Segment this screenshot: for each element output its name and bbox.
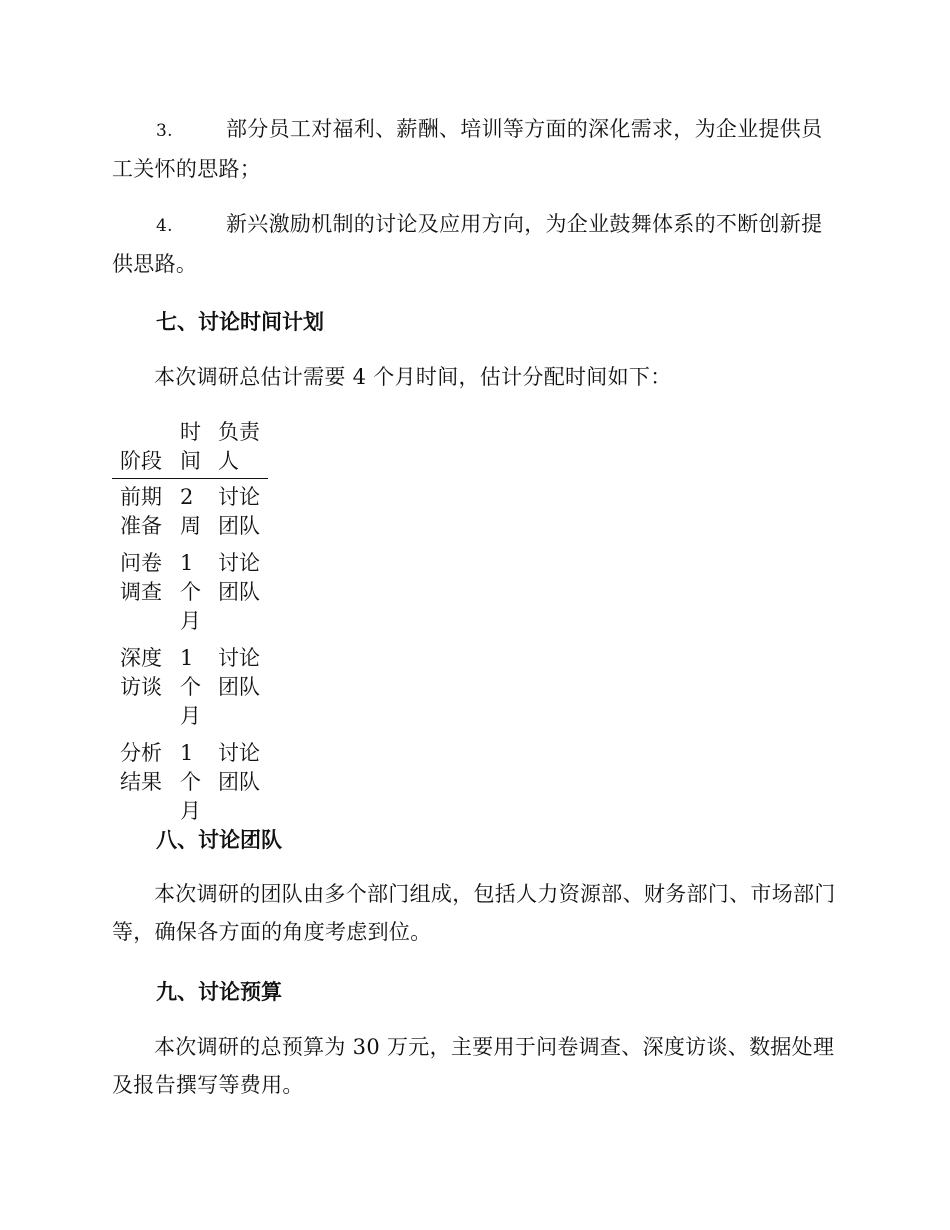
table-cell-owner: 讨论团队 — [218, 646, 260, 699]
table-cell-time: 1 个月 — [180, 741, 201, 823]
table-cell-owner: 讨论团队 — [218, 485, 260, 538]
table-row — [112, 545, 268, 640]
list-item — [112, 205, 840, 283]
column-header-phase: 阶段 — [112, 418, 172, 479]
list-item-text: 新兴激励机制的讨论及应用方向，为企业鼓舞体系的不断创新提供思路。 — [112, 212, 823, 276]
team-paragraph: 本次调研的团队由多个部门组成，包括人力资源部、财务部门、市场部门等，确保各方面的角度考虑到位。 — [112, 882, 836, 944]
table-cell-owner: 讨论团队 — [218, 741, 260, 794]
table-cell-phase: 深度访谈 — [120, 646, 162, 699]
budget-paragraph: 本次调研的总预算为 30 万元，主要用于问卷调查、深度访谈、数据处理及报告撰写等费用。 — [112, 1035, 835, 1097]
table-row — [112, 479, 268, 546]
column-header-owner: 负责人 — [210, 418, 268, 479]
table-row — [112, 735, 268, 830]
list-item-text: 部分员工对福利、薪酬、培训等方面的深化需求，为企业提供员工关怀的思路； — [112, 117, 823, 181]
column-header-time: 时间 — [172, 418, 210, 479]
table-cell-time: 2 周 — [180, 485, 201, 538]
table-cell-phase: 分析结果 — [120, 741, 162, 794]
table-cell-time: 1 个月 — [180, 551, 201, 633]
schedule-intro-paragraph: 本次调研总估计需要 4 个月时间，估计分配时间如下： — [154, 365, 672, 389]
list-item-number: 4. — [156, 216, 173, 236]
table-cell-phase: 前期准备 — [120, 485, 162, 538]
section-heading-budget: 九、讨论预算 — [156, 979, 282, 1004]
list-item — [112, 110, 840, 188]
table-cell-phase: 问卷调查 — [120, 551, 162, 604]
table-header-row — [112, 418, 268, 479]
list-item-number: 3. — [156, 121, 173, 141]
schedule-table — [112, 418, 268, 830]
table-cell-time: 1 个月 — [180, 646, 201, 728]
table-row — [112, 640, 268, 735]
section-heading-team: 八、讨论团队 — [156, 827, 282, 852]
section-heading-schedule: 七、讨论时间计划 — [156, 309, 324, 334]
table-cell-owner: 讨论团队 — [218, 551, 260, 604]
